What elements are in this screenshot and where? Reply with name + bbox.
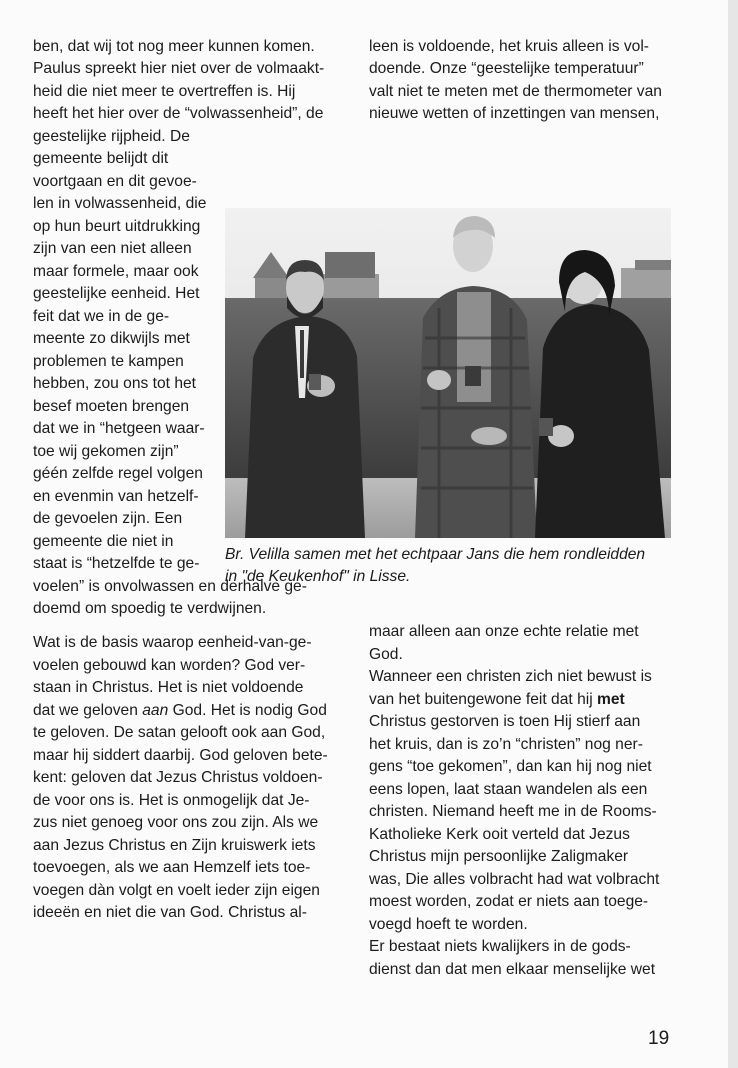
text-line: zijn van een niet alleen xyxy=(33,240,192,257)
text-line: voegd hoeft te worden. xyxy=(369,916,528,933)
text-line: Wat is de basis waarop eenheid-van-ge- xyxy=(33,634,312,651)
text-line: geestelijke rijpheid. De xyxy=(33,128,190,145)
text-line: op hun beurt uitdrukking xyxy=(33,218,201,235)
text-line: dat we in “hetgeen waar- xyxy=(33,420,205,437)
text-line: Er bestaat niets kwalijkers in de gods- xyxy=(369,938,631,955)
text-line: Katholieke Kerk ooit verteld dat Jezus xyxy=(369,826,630,843)
text-line: aan Jezus Christus en Zijn kruiswerk iets xyxy=(33,837,316,854)
text-line: voortgaan en dit gevoe- xyxy=(33,173,197,190)
text-line: feit dat we in de ge- xyxy=(33,308,170,325)
text-line: hebben, zou ons tot het xyxy=(33,375,196,392)
text-line: valt niet te meten met de thermometer van xyxy=(369,83,662,100)
text-line: zus niet genoeg voor ons zou zijn. Als we xyxy=(33,814,319,831)
text-line: toevoegen, als we aan Hemzelf iets toe- xyxy=(33,859,311,876)
photo xyxy=(225,208,671,538)
text-line: dienst dan dat men elkaar menselijke wet xyxy=(369,961,656,978)
photo-caption-line: in "de Keukenhof" in Lisse. xyxy=(225,568,411,585)
text-line: gemeente die niet in xyxy=(33,533,174,550)
page-number: 19 xyxy=(648,1028,670,1049)
text-segment: God. Het is nodig God xyxy=(168,702,327,719)
bold-text: met xyxy=(597,691,625,708)
text-line: was, Die alles volbracht had wat volbracht xyxy=(369,871,660,888)
text-line: de voor ons is. Het is onmogelijk dat Je- xyxy=(33,792,310,809)
text-segment: van het buitengewone feit dat hij xyxy=(369,691,598,708)
text-line: te geloven. De satan gelooft ook aan God, xyxy=(33,724,326,741)
text-line: toe wij gekomen zijn” xyxy=(33,443,179,460)
text-line: Christus mijn persoonlijke Zaligmaker xyxy=(369,848,629,865)
text-line: voegen dàn volgt en voelt ieder zijn eigen xyxy=(33,882,320,899)
text-line xyxy=(33,700,327,723)
emphasis-text: aan xyxy=(142,702,169,719)
text-line: nieuwe wetten of inzettingen van mensen, xyxy=(369,105,660,122)
text-line: ideeën en niet die van God. Christus al- xyxy=(33,904,307,921)
text-line: eens lopen, laat staan wandelen als een xyxy=(369,781,648,798)
text-line: doemd om spoedig te verdwijnen. xyxy=(33,600,267,617)
text-line: maar alleen aan onze echte relatie met xyxy=(369,623,639,640)
text-segment: dat we geloven xyxy=(33,702,143,719)
text-line: voelen” is onvolwassen en derhalve ge- xyxy=(33,578,307,595)
text-line: leen is voldoende, het kruis alleen is vol- xyxy=(369,38,649,55)
text-line: en evenmin van hetzelf- xyxy=(33,488,199,505)
text-line: problemen te kampen xyxy=(33,353,184,370)
text-line: len in volwassenheid, die xyxy=(33,195,207,212)
text-line: kent: geloven dat Jezus Christus voldoen- xyxy=(33,769,323,786)
text-line: ben, dat wij tot nog meer kunnen komen. xyxy=(33,38,315,55)
text-line: gemeente belijdt dit xyxy=(33,150,169,167)
text-line: christen. Niemand heeft me in de Rooms- xyxy=(369,803,657,820)
text-line: voelen gebouwd kan worden? God ver- xyxy=(33,657,306,674)
text-line: God. xyxy=(369,646,403,663)
text-line: staat is “hetzelfde te ge- xyxy=(33,555,200,572)
text-line: Wanneer een christen zich niet bewust is xyxy=(369,668,652,685)
text-line: meente zo dikwijls met xyxy=(33,330,190,347)
text-line xyxy=(369,689,625,712)
text-line: heid die niet meer te overtreffen is. Hij xyxy=(33,83,296,100)
text-line: Paulus spreekt hier niet over de volmaakt- xyxy=(33,60,325,77)
text-line: moest worden, zodat er niets aan toege- xyxy=(369,893,649,910)
text-line: géén zelfde regel volgen xyxy=(33,465,203,482)
text-line: doende. Onze “geestelijke temperatuur” xyxy=(369,60,644,77)
text-line: Christus gestorven is toen Hij stierf aan xyxy=(369,713,641,730)
text-line: gens “toe gekomen”, dan kan hij nog niet xyxy=(369,758,652,775)
text-line: de gevoelen zijn. Een xyxy=(33,510,183,527)
photo-image xyxy=(225,208,671,538)
text-line: heeft het hier over de “volwassenheid”, de xyxy=(33,105,324,122)
text-line: geestelijke eenheid. Het xyxy=(33,285,200,302)
photo-caption-line: Br. Velilla samen met het echtpaar Jans die hem rondleidden xyxy=(225,546,646,563)
text-line: besef moeten brengen xyxy=(33,398,190,415)
text-line: maar hij siddert daarbij. God geloven bete- xyxy=(33,747,328,764)
text-line: het kruis, dan is zo’n “christen” nog ner- xyxy=(369,736,643,753)
text-line: staan in Christus. Het is niet voldoende xyxy=(33,679,304,696)
text-line: maar formele, maar ook xyxy=(33,263,199,280)
